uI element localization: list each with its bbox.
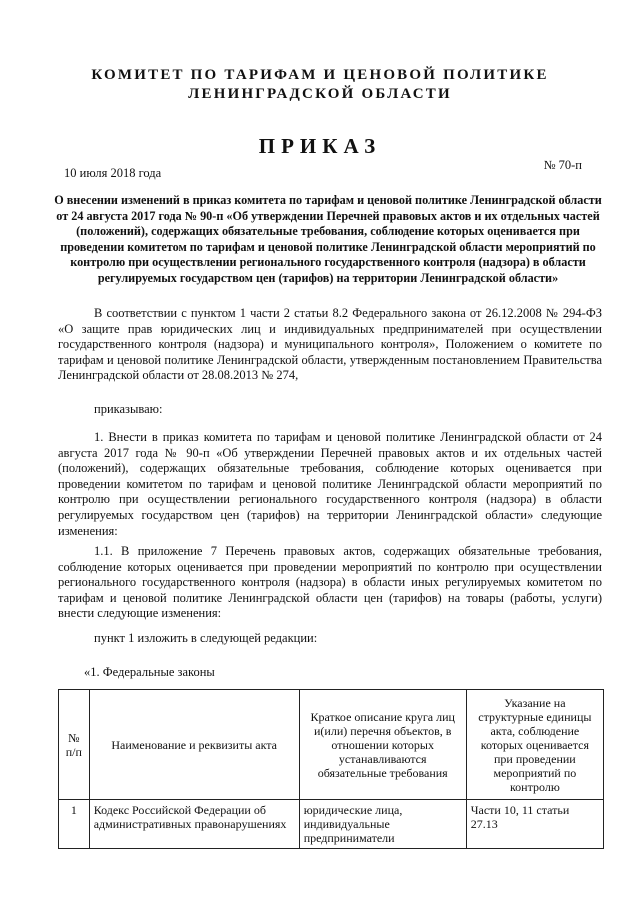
table-cell-act-name: Кодекс Российской Федерации об административных правонарушениях <box>89 800 299 849</box>
column-header-structural-units: Указание на структурные единицы акта, соблюдение которых оценивается при проведении мероприятий по контролю <box>466 690 603 800</box>
preamble-paragraph: В соответствии с пунктом 1 части 2 статьи 8.2 Федерального закона от 26.12.2008 № 294-ФЗ «О защите прав юридических лиц и индивидуальных предпринимателей при осуществлении государственного контроля (надзора) и муниципального контроля», Положением о комитете по тарифам и ценовой политике Ленинградской области, утвержденным постановлением Правительства Ленинградской области от 28.08.2013 № 274, <box>58 306 602 383</box>
item-1-instruction: пункт 1 изложить в следующей редакции: <box>94 631 318 645</box>
document-number: № 70-п <box>543 158 582 172</box>
document-date: 10 июля 2018 года <box>64 166 162 180</box>
order-word: приказываю: <box>94 402 163 416</box>
document-type-title: ПРИКАЗ <box>258 134 382 158</box>
table-row <box>59 800 604 849</box>
document-subject: О внесении изменений в приказ комитета по тарифам и ценовой политике Ленинградской области от 24 августа 2017 года № 90-п «Об утверждении Перечней правовых актов и их отдельных частей (положений), содержащих обязательные требования, соблюдение которых оценивается при проведении комитетом по тарифам и ценовой политике Ленинградской области мероприятий по контролю при осуществлении регионального государственного контроля (надзора) в области регулируемых государством цен (тарифов) на территории Ленинградской области» <box>54 193 602 285</box>
column-header-number: № п/п <box>59 690 90 800</box>
organization-name-line2: ЛЕНИНГРАДСКОЙ ОБЛАСТИ <box>188 86 452 102</box>
table-cell-subjects: юридические лица, индивидуальные предприниматели <box>299 800 466 849</box>
federal-laws-heading: «1. Федеральные законы <box>84 665 215 679</box>
table-header-row <box>59 690 604 800</box>
legal-acts-table <box>58 689 604 849</box>
column-header-subjects: Краткое описание круга лиц и(или) перечня объектов, в отношении которых устанавливаются обязательные требования <box>299 690 466 800</box>
table-cell-structural-units: Части 10, 11 статьи 27.13 <box>466 800 603 849</box>
table-cell-number: 1 <box>59 800 90 849</box>
clause-1-1-paragraph: 1.1. В приложение 7 Перечень правовых актов, содержащих обязательные требования, соблюдение которых оценивается при проведении мероприятий по контролю при осуществлении регионального государственного контроля (надзора) в области иных регулируемых комитетом по тарифам и ценовой политике Ленинградской области цен (тарифов) на товары (работы, услуги) внести следующие изменения: <box>58 544 602 621</box>
clause-1-paragraph: 1. Внести в приказ комитета по тарифам и ценовой политике Ленинградской области от 24 августа 2017 года № 90-п «Об утверждении Перечней правовых актов и их отдельных частей (положений), содержащих обязательные требования, соблюдение которых оценивается при проведении комитетом по тарифам и ценовой политике Ленинградской области мероприятий по контролю при осуществлении регионального государственного контроля (надзора) в области регулируемых государством цен (тарифов) на территории Ленинградской области» следующие изменения: <box>58 430 602 538</box>
organization-header <box>60 66 580 104</box>
organization-name-line1: КОМИТЕТ ПО ТАРИФАМ И ЦЕНОВОЙ ПОЛИТИКЕ <box>91 67 549 83</box>
column-header-act-name: Наименование и реквизиты акта <box>89 690 299 800</box>
